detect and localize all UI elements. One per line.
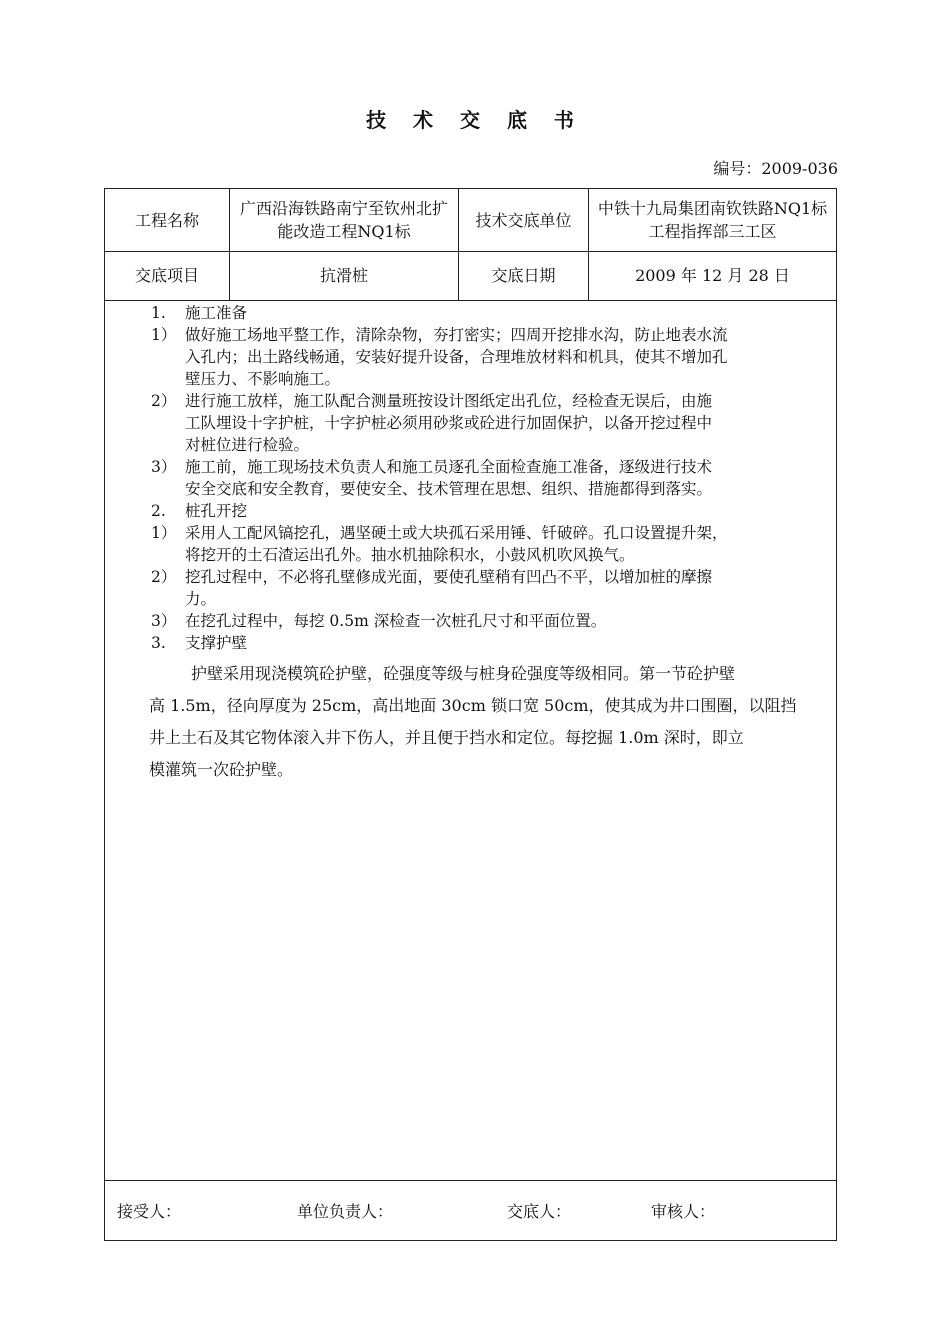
paragraph-line: 模灌筑一次砼护壁。	[149, 760, 294, 779]
unit-value: 中铁十九局集团南钦铁路NQ1标工程指挥部三工区	[588, 189, 836, 251]
header-row-project	[105, 189, 836, 252]
disclosure-content: 1. 施工准备 1） 做好施工场地平整工作，清除杂物，夯打密实；四周开挖排水沟，防止地表水流 入孔内；出土路线畅通，安装好提升设备，合理堆放材料和机具，使其不增加孔 壁压力、不影响施工。 2） 进行施工放样，施工队配合测量班按设计图纸定出孔位，经检查无误后，由施 工队埋设十字护桩，十字护桩必须用砂浆或砼进行加固保护，以备开挖过程中 对桩位进行检验。 3） 施工前，施工现场技术负责人和施工员逐孔全面检查施工准备，逐级进行技术 安全交底和安全教育，要使安全、技术管理在思想、组织、措施都得到落实。 2. 桩孔开挖 1） 采用人工配风镐挖孔，遇坚硬土或大块孤石采用锤、钎破碎。孔口设置提升架， 将挖开的土石渣运出孔外。抽水机抽除积水，小鼓风机吹风换气。 2） 挖孔过程中，不必将孔壁修成光面，要使孔壁稍有凹凸不平，以增加桩的摩擦 力。 3） 在挖孔过程中，每挖 0.5m 深检查一次桩孔尺寸和平面位置。 3. 支撑护壁 护壁采用现浇模筑砼护壁，砼强度等级与桩身砼强度等级相同。第一节砼护壁 高 1.5m，径向厚度为 25cm，高出地面 30cm 锁口宽 50cm，使其成为井口围圈，以阻挡 井上土石及其它物体滚入井下伤人，并且便于挡水和定位。每挖掘 1.0m 深时，即立 模灌筑一次砼护壁。	[105, 300, 836, 1181]
reviewer-signature: 审核人：	[651, 1202, 716, 1221]
document-title: 技 术 交 底 书	[366, 108, 584, 132]
document-number: 编号：2009-036	[713, 159, 838, 178]
date-label: 交底日期	[458, 251, 588, 300]
item-label: 交底项目	[134, 266, 199, 285]
unit-head-signature: 单位负责人：	[297, 1202, 394, 1221]
receiver-signature: 接受人：	[117, 1202, 182, 1221]
header-row-item	[105, 251, 836, 301]
paragraph-line: 高 1.5m，径向厚度为 25cm，高出地面 30cm 锁口宽 50cm，使其成为井口围圈，以阻挡	[149, 696, 797, 715]
project-name-value: 广西沿海铁路南宁至钦州北扩能改造工程NQ1标	[229, 189, 458, 251]
item-value: 抗滑桩	[229, 251, 458, 300]
paragraph-line: 井上土石及其它物体滚入井下伤人，并且便于挡水和定位。每挖掘 1.0m 深时，即立	[149, 728, 744, 747]
disclosure-form	[104, 188, 837, 1241]
date-value: 2009 年 12 月 28 日	[588, 251, 836, 300]
project-name-label: 工程名称	[134, 210, 199, 230]
unit-label: 技术交底单位	[458, 189, 588, 251]
paragraph-line: 护壁采用现浇模筑砼护壁，砼强度等级与桩身砼强度等级相同。第一节砼护壁	[191, 664, 736, 683]
discloser-signature: 交底人：	[507, 1202, 572, 1221]
